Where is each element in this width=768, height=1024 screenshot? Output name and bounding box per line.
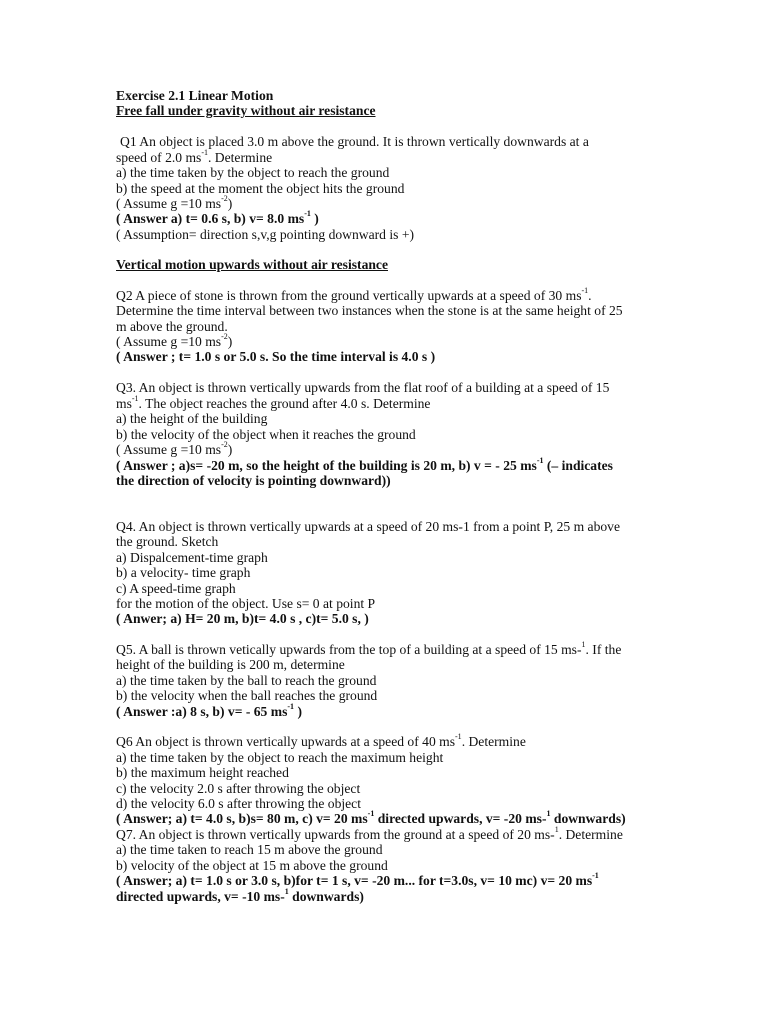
- q4-part-b: b) a velocity- time graph: [116, 565, 251, 580]
- q4-part-c: c) A speed-time graph: [116, 581, 236, 596]
- q7-text: Q7. An object is thrown vertically upwards from the ground at a speed of 20 ms-$^1$. Determine: [116, 825, 623, 842]
- q4-text-line6: for the motion of the object. Use s= 0 at point P: [116, 596, 376, 611]
- q1-part-a: a) the time taken by the object to reach the ground: [116, 165, 390, 180]
- q2-text: Q2 A piece of stone is thrown from the ground vertically upwards at a speed of 30 $ms^{-1}$.: [116, 286, 592, 303]
- section-heading-vertical-up: Vertical motion upwards without air resistance: [116, 257, 388, 272]
- q2-text-line2: Determine the time interval between two instances when the stone is at the same height of 25: [116, 303, 623, 318]
- q6-part-d: d) the velocity 6.0 s after throwing the object: [116, 796, 361, 811]
- q6-answer: ( Answer; a) t= 4.0 s, b)s= 80 m, c) v= 20 $ms^{-1}$ directed upwards, v= -20 ms-$^1$ downwards): [116, 809, 626, 826]
- q1-text-line2: speed of 2.0 $ms^{-1}$. Determine: [116, 148, 273, 165]
- q6-part-a: a) the time taken by the object to reach the maximum height: [116, 750, 444, 765]
- q1-assumption: ( Assumption= direction s,v,g pointing downward is +): [116, 227, 415, 242]
- q3-text-line2: $ms^{-1}$. The object reaches the ground after 4.0 s. Determine: [116, 394, 431, 411]
- q2-text-line3: m above the ground.: [116, 319, 228, 334]
- q7-part-a: a) the time taken to reach 15 m above the ground: [116, 842, 383, 857]
- q5-text: Q5. A ball is thrown vetically upwards from the top of a building at a speed of 15 ms-$^1$. If the: [116, 640, 622, 657]
- q5-part-a: a) the time taken by the ball to reach the ground: [116, 673, 377, 688]
- page-title: Exercise 2.1 Linear Motion: [116, 88, 274, 103]
- q2-answer: ( Answer ; t= 1.0 s or 5.0 s. So the time interval is 4.0 s ): [116, 349, 436, 364]
- q7-answer: ( Answer; a) t= 1.0 s or 3.0 s, b)for t= 1 s, v= -20 m... for t=3.0s, v= 10 mc) v= 20 $ms^{-1}$: [116, 871, 599, 888]
- q3-assume: ( Assume g =10 $ms^{-2}$): [116, 440, 233, 457]
- q4-answer: ( Anwer; a) H= 20 m, b)t= 4.0 s , c)t= 5.0 s, ): [116, 611, 369, 626]
- q7-part-b: b) velocity of the object at 15 m above the ground: [116, 858, 388, 873]
- q3-answer: ( Answer ; a)s= -20 m, so the height of the building is 20 m, b) v = - 25 $ms^{-1}$ (– indicates: [116, 456, 613, 473]
- q4-part-a: a) Dispalcement-time graph: [116, 550, 268, 565]
- q3-answer-line2: the direction of velocity is pointing downward)): [116, 473, 391, 488]
- q7-answer-line2: directed upwards, v= -10 ms-$^1$ downwards): [116, 887, 364, 904]
- q6-part-c: c) the velocity 2.0 s after throwing the object: [116, 781, 361, 796]
- q5-answer: ( Answer :a) 8 s, b) v= - 65 $ms^{-1}$ ): [116, 702, 302, 719]
- q3-part-b: b) the velocity of the object when it reaches the ground: [116, 427, 416, 442]
- q6-text: Q6 An object is thrown vertically upwards at a speed of 40 $ms^{-1}$. Determine: [116, 732, 526, 749]
- q4-text: Q4. An object is thrown vertically upwards at a speed of 20 ms-1 from a point P, 25 m above: [116, 519, 621, 534]
- q1-part-b: b) the speed at the moment the object hits the ground: [116, 181, 405, 196]
- q4-text-line2: the ground. Sketch: [116, 534, 219, 549]
- q1-answer: ( Answer a) t= 0.6 s, b) v= 8.0 $ms^{-1}$ ): [116, 209, 319, 226]
- q3-part-a: a) the height of the building: [116, 411, 268, 426]
- q5-text-line2: height of the building is 200 m, determine: [116, 657, 345, 672]
- q5-part-b: b) the velocity when the ball reaches the ground: [116, 688, 378, 703]
- q1-assume: ( Assume g =10 $ms^{-2}$): [116, 194, 233, 211]
- section-heading-free-fall: Free fall under gravity without air resistance: [116, 103, 376, 118]
- q1-text: Q1 An object is placed 3.0 m above the ground. It is thrown vertically downwards at a: [120, 134, 589, 149]
- q6-part-b: b) the maximum height reached: [116, 765, 289, 780]
- q3-text: Q3. An object is thrown vertically upwards from the flat roof of a building at a speed of 15: [116, 380, 610, 395]
- q2-assume: ( Assume g =10 $ms^{-2}$): [116, 332, 233, 349]
